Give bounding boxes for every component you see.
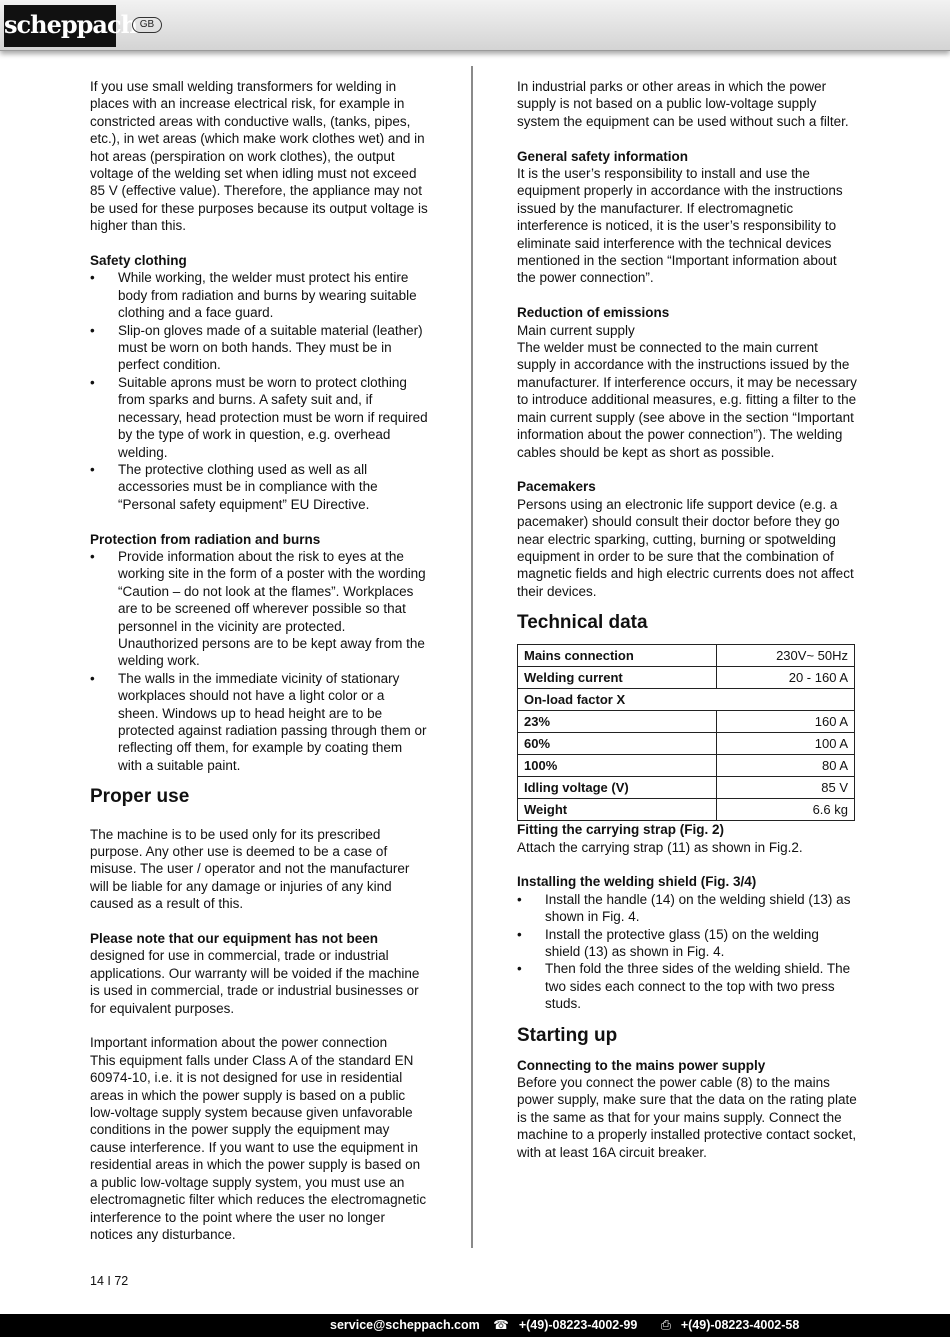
table-cell-label: Welding current bbox=[518, 667, 717, 689]
table-cell-value: 160 A bbox=[717, 711, 855, 733]
table-row bbox=[518, 755, 855, 777]
table-cell-label: Weight bbox=[518, 799, 717, 821]
table-row bbox=[518, 667, 855, 689]
table-cell-label: 100% bbox=[518, 755, 717, 777]
power-connection-paragraph: This equipment falls under Class A of the standard EN 60974-10, i.e. it is not designed for use in residential areas in which the power supply is based on a public low-voltage supply system because given unfavorable conditions in the power supply the equipment may cause interference. If you want to use the equipment in residential areas in which the power supply is based on a public low-voltage supply system, you must use an electromagnetic filter which reduces the electromagnetic interference to the point where the user no longer notices any disturbance. bbox=[90, 1052, 427, 1242]
industrial-paragraph: In industrial parks or other areas in which the power supply is not based on a public low-voltage supply system the equipment can be used without such a filter. bbox=[517, 79, 849, 129]
safety-clothing-heading: Safety clothing bbox=[90, 253, 187, 269]
warranty-text: designed for use in commercial, trade or industrial applications. Our warranty will be voided if the machine is used in commercial, trade or industrial businesses or for equivalent purposes. bbox=[90, 948, 420, 1016]
left-column bbox=[90, 78, 428, 1243]
safety-clothing-section bbox=[90, 252, 428, 513]
power-connection-heading: Important information about the power connection bbox=[90, 1035, 388, 1051]
proper-use-heading: Proper use bbox=[90, 786, 190, 808]
language-badge: GB bbox=[132, 17, 162, 33]
radiation-section bbox=[90, 531, 428, 775]
general-safety-heading: General safety information bbox=[517, 148, 689, 164]
radiation-heading: Protection from radiation and burns bbox=[90, 531, 321, 547]
table-row bbox=[518, 733, 855, 755]
footer-phone-group bbox=[493, 1318, 647, 1332]
header-bar bbox=[0, 0, 950, 51]
table-cell-value: 20 - 160 A bbox=[717, 667, 855, 689]
strap-text: Attach the carrying strap (11) as shown in Fig.2. bbox=[517, 839, 803, 855]
intro-paragraph: If you use small welding transformers for welding in places with an increase electrical risk, for example in constricted areas with conductive walls, (tanks, pipes, etc.), in wet areas (which make work clothes wet) and in hot areas (perspiration on work clothes), the output voltage of the welding set when idling must not exceed 85 V (effective value). Therefore, the appliance may not be used for these purposes because its output voltage is higher than this. bbox=[90, 79, 428, 234]
table-cell-value: 100 A bbox=[717, 733, 855, 755]
fax-icon: ⎙ bbox=[660, 1318, 671, 1332]
table-cell-label: 60% bbox=[518, 733, 717, 755]
table-cell-value: 230V~ 50Hz bbox=[717, 645, 855, 667]
table-row bbox=[518, 711, 855, 733]
pacemakers-heading: Pacemakers bbox=[517, 479, 596, 495]
table-row bbox=[518, 799, 855, 821]
starting-up-heading: Starting up bbox=[517, 1024, 618, 1046]
list-item: • While working, the welder must protect his entire body from radiation and burns by wearing suitable clothing and a face guard. bbox=[90, 269, 428, 321]
footer-bar bbox=[0, 1314, 950, 1337]
pacemakers-section bbox=[517, 478, 857, 600]
general-safety-text: It is the user’s responsibility to install and use the equipment properly in accordance with the instructions issued by the manufacturer. If electromagnetic interference is noticed, it is the user’s responsibility to eliminate said interference with the technical devices mentioned in the section “Important information about the power connection”. bbox=[517, 166, 843, 286]
strap-section bbox=[517, 821, 857, 856]
mains-connection-heading: Connecting to the mains power supply bbox=[517, 1057, 766, 1073]
list-item: • Then fold the three sides of the welding shield. The two sides each connect to the top with two press studs. bbox=[517, 960, 857, 1012]
mains-connection-text: Before you connect the power cable (8) to the mains power supply, make sure that the data on the rating plate is the same as that for your mains supply. Connect the machine to a properly installed protective contact socket, with at least 16A circuit breaker. bbox=[517, 1075, 857, 1160]
footer-phone: +(49)-08223-4002-99 bbox=[518, 1318, 638, 1332]
technical-data-heading: Technical data bbox=[517, 612, 648, 634]
table-cell-value: 85 V bbox=[717, 777, 855, 799]
list-item: • The protective clothing used as well as all accessories must be in compliance with the “Personal safety equipment” EU Directive. bbox=[90, 461, 428, 513]
list-item: • Suitable aprons must be worn to protect clothing from sparks and burns. A safety suit and, if necessary, head protection must be worn if required by the type of work in question, e.g. overhead welding. bbox=[90, 374, 428, 461]
emissions-subheading: Main current supply bbox=[517, 322, 635, 338]
strap-heading: Fitting the carrying strap (Fig. 2) bbox=[517, 822, 725, 838]
brand-logo: scheppach bbox=[4, 5, 116, 47]
technical-data-table bbox=[517, 644, 855, 821]
warranty-bold-lead: Please note that our equipment has not been bbox=[90, 931, 379, 947]
proper-use-paragraph: The machine is to be used only for its prescribed purpose. Any other use is deemed to be a case of misuse. The user / operator and not the manufacturer will be liable for any damage or injuries of any kind caused as a result of this. bbox=[90, 826, 410, 912]
page-number: 14 I 72 bbox=[90, 1274, 129, 1288]
column-divider bbox=[471, 66, 473, 1248]
right-column bbox=[517, 78, 857, 1161]
shield-section bbox=[517, 873, 857, 1012]
table-row bbox=[518, 777, 855, 799]
shield-list bbox=[517, 891, 857, 1013]
general-safety-section bbox=[517, 148, 857, 287]
telephone-icon: ☎ bbox=[493, 1318, 509, 1332]
list-item: • The walls in the immediate vicinity of stationary workplaces should not have a light color or a sheen. Windows up to head height are to be protected against radiation passing through them or reflecting off them, for example by coating them with a suitable paint. bbox=[90, 670, 428, 774]
table-cell-label: Idling voltage (V) bbox=[518, 777, 717, 799]
footer-fax: +(49)-08223-4002-58 bbox=[680, 1318, 800, 1332]
warranty-paragraph bbox=[90, 930, 428, 1017]
emissions-heading: Reduction of emissions bbox=[517, 305, 670, 321]
radiation-list bbox=[90, 548, 428, 774]
table-cell-label: 23% bbox=[518, 711, 717, 733]
table-cell-label: On-load factor X bbox=[518, 689, 855, 711]
list-item: • Install the handle (14) on the welding shield (13) as shown in Fig. 4. bbox=[517, 891, 857, 926]
emissions-text: The welder must be connected to the main current supply in accordance with the instructions issued by the manufacturer. If interference occurs, it may be necessary to introduce additional measures, e.g. fitting a filter to the main current supply (see above in the section “Important information about the power connection”). The welding cables should be kept as short as possible. bbox=[517, 340, 857, 460]
safety-clothing-list bbox=[90, 269, 428, 513]
footer-contacts bbox=[330, 1314, 819, 1336]
pacemakers-text: Persons using an electronic life support device (e.g. a pacemaker) should consult their doctor before they go near electric sparking, cutting, burning or spotwelding equipment in order to be sure that the combination of magnetic fields and high electric currents does not affect their devices. bbox=[517, 496, 854, 599]
footer-fax-group bbox=[661, 1318, 810, 1332]
table-row bbox=[518, 645, 855, 667]
footer-email[interactable]: service@scheppach.com bbox=[330, 1318, 480, 1332]
shield-heading: Installing the welding shield (Fig. 3/4) bbox=[517, 874, 757, 890]
list-item: • Install the protective glass (15) on the welding shield (13) as shown in Fig. 4. bbox=[517, 926, 857, 961]
list-item: • Slip-on gloves made of a suitable material (leather) must be worn on both hands. They must be in perfect condition. bbox=[90, 322, 428, 374]
table-cell-value: 80 A bbox=[717, 755, 855, 777]
emissions-section bbox=[517, 304, 857, 461]
table-cell-value: 6.6 kg bbox=[717, 799, 855, 821]
list-item: • Provide information about the risk to eyes at the working site in the form of a poster with the wording “Caution – do not look at the flames”. Workplaces are to be screened off wherever possible so that personnel in the vicinity are protected. Unauthorized persons are to be kept away from the welding work. bbox=[90, 548, 428, 670]
table-row bbox=[518, 689, 855, 711]
table-cell-label: Mains connection bbox=[518, 645, 717, 667]
